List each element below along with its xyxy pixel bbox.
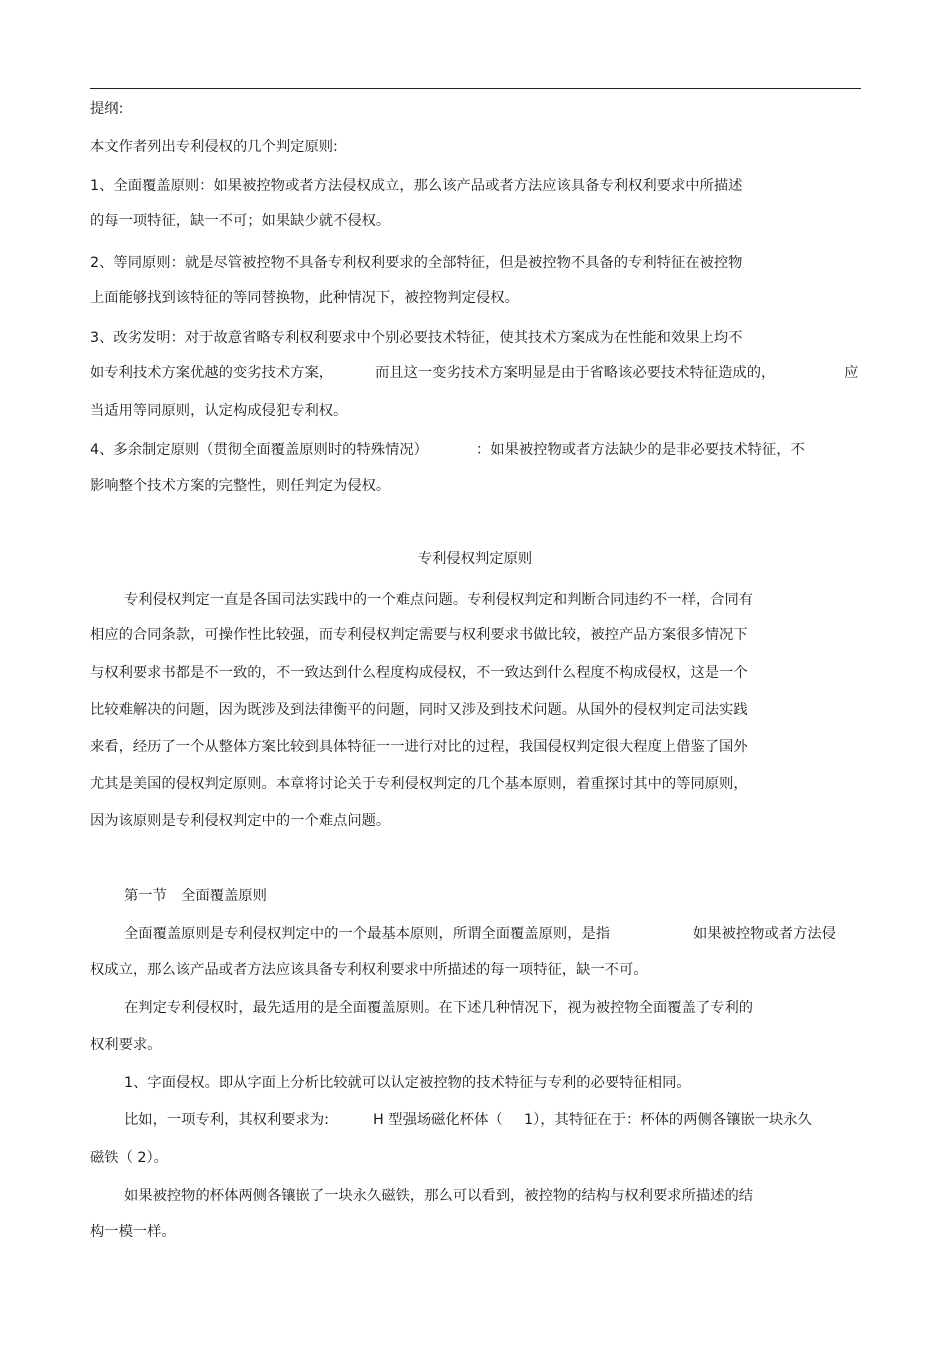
outline-item-3-line-1: 3、改劣发明：对于故意省略专利权利要求中个别必要技术特征，使其技术方案成为在性能和效果上均不	[90, 330, 743, 346]
chapter-1-p4-line-2: 磁铁（ 2）。	[90, 1150, 168, 1166]
outline-item-3-line-3: 当适用等同原则，认定构成侵犯专利权。	[90, 403, 348, 419]
chapter-1-p5-line-2: 构一模一样。	[90, 1224, 176, 1240]
intro-paragraph-line: 因为该原则是专利侵权判定中的一个难点问题。	[90, 813, 391, 829]
chapter-1-p4-line-1-part-3: 1），其特征在于：杯体的两侧各镶嵌一块永久	[524, 1112, 812, 1128]
intro-paragraph-line: 专利侵权判定一直是各国司法实践中的一个难点问题。专利侵权判定和判断合同违约不一样，合同有	[124, 592, 754, 608]
chapter-1-p2-line-1: 在判定专利侵权时，最先适用的是全面覆盖原则。在下述几种情况下，视为被控物全面覆盖了专利的	[124, 1000, 754, 1016]
intro-paragraph-line: 尤其是美国的侵权判定原则。本章将讨论关于专利侵权判定的几个基本原则，着重探讨其中的等同原则，	[90, 776, 748, 792]
outline-item-3-line-2-part-3: 应	[844, 365, 859, 381]
outline-item-3-line-2	[90, 363, 861, 383]
outline-item-4-line-1-part-2: ：如果被控物或者方法缺少的是非必要技术特征，不	[476, 442, 805, 458]
outline-item-4-line-2: 影响整个技术方案的完整性，则任判定为侵权。	[90, 478, 391, 494]
chapter-1-p1-line-1	[124, 924, 861, 944]
chapter-1-p1-line-2: 权成立，那么该产品或者方法应该具备专利权利要求中所描述的每一项特征，缺一不可。	[90, 962, 648, 978]
chapter-1-p4-line-1-part-1: 比如，一项专利，其权利要求为:	[124, 1112, 329, 1128]
outline-item-4-line-1-part-1: 4、多余制定原则（贯彻全面覆盖原则时的特殊情况）	[90, 442, 428, 458]
section-title: 专利侵权判定原则	[417, 551, 533, 567]
outline-heading: 提纲:	[90, 101, 124, 117]
outline-item-1-line-1: 1、全面覆盖原则：如果被控物或者方法侵权成立，那么该产品或者方法应该具备专利权利要求中所描述	[90, 178, 743, 194]
outline-item-3-line-2-part-2: 而且这一变劣技术方案明显是由于省略该必要技术特征造成的，	[375, 365, 776, 381]
intro-paragraph-line: 相应的合同条款，可操作性比较强，而专利侵权判定需要与权利要求书做比较，被控产品方案很多情况下	[90, 627, 748, 643]
intro-paragraph-line: 与权利要求书都是不一致的，不一致达到什么程度构成侵权，不一致达到什么程度不构成侵权，这是一个	[90, 665, 748, 681]
chapter-1-p2-line-2: 权利要求。	[90, 1037, 162, 1053]
chapter-1-p1-line-1-part-1: 全面覆盖原则是专利侵权判定中的一个最基本原则，所谓全面覆盖原则，是指	[124, 926, 611, 942]
chapter-1-p4-line-1-part-2: H 型强场磁化杯体（	[373, 1112, 503, 1128]
chapter-1-heading: 第一节 全面覆盖原则	[124, 888, 267, 904]
header-rule	[90, 88, 861, 89]
outline-item-4-line-1	[90, 440, 861, 460]
intro-paragraph-line: 来看，经历了一个从整体方案比较到具体特征一一进行对比的过程，我国侵权判定很大程度上借鉴了国外	[90, 739, 748, 755]
chapter-1-p5-line-1: 如果被控物的杯体两侧各镶嵌了一块永久磁铁，那么可以看到，被控物的结构与权利要求所描述的结	[124, 1188, 754, 1204]
outline-intro: 本文作者列出专利侵权的几个判定原则:	[90, 139, 338, 155]
chapter-1-p1-line-1-part-2: 如果被控物或者方法侵	[693, 926, 836, 942]
outline-item-2-line-1: 2、等同原则：就是尽管被控物不具备专利权利要求的全部特征，但是被控物不具备的专利特征在被控物	[90, 255, 743, 271]
outline-item-2-line-2: 上面能够找到该特征的等同替换物，此种情况下，被控物判定侵权。	[90, 290, 519, 306]
intro-paragraph-line: 比较难解决的问题，因为既涉及到法律衡平的问题，同时又涉及到技术问题。从国外的侵权判定司法实践	[90, 702, 748, 718]
chapter-1-p4-line-1	[124, 1110, 861, 1130]
chapter-1-p3: 1、字面侵权。即从字面上分析比较就可以认定被控物的技术特征与专利的必要特征相同。	[124, 1075, 691, 1091]
outline-item-1-line-2: 的每一项特征，缺一不可；如果缺少就不侵权。	[90, 213, 391, 229]
outline-item-3-line-2-part-1: 如专利技术方案优越的变劣技术方案，	[90, 365, 334, 381]
